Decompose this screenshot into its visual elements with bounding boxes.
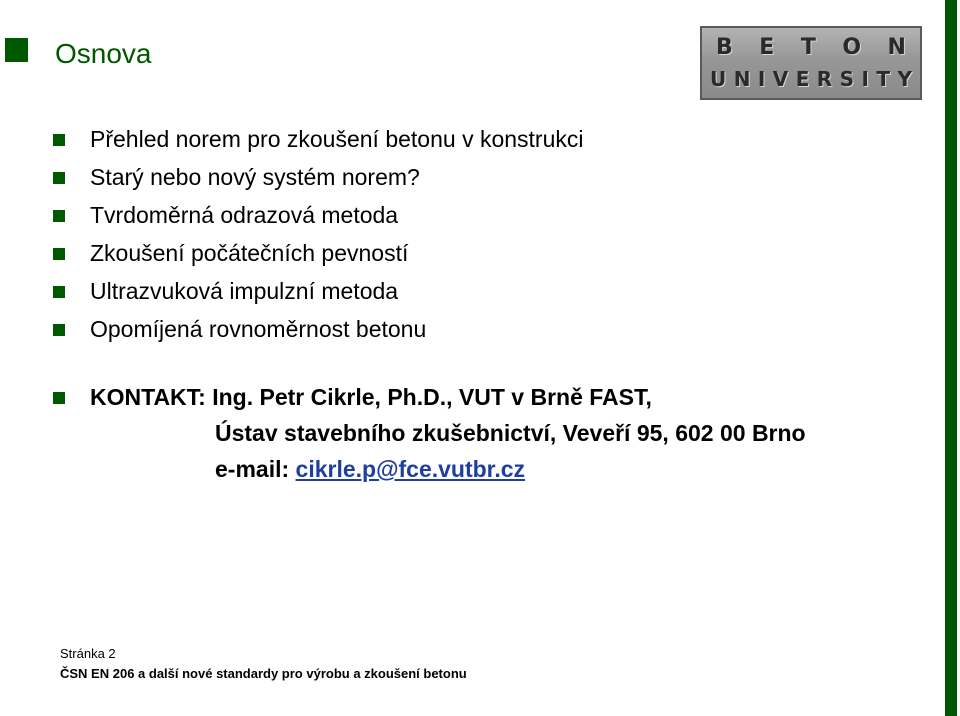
square-bullet-icon — [53, 392, 65, 404]
logo-letter: I — [861, 67, 869, 91]
list-item-text: Přehled norem pro zkoušení betonu v konstrukci — [90, 126, 584, 152]
contact-line-3 — [53, 452, 806, 488]
logo-letter: T — [800, 35, 816, 60]
list-item-text: Tvrdoměrná odrazová metoda — [90, 202, 399, 228]
logo-line-1 — [710, 35, 912, 60]
title-square-icon — [5, 38, 28, 62]
list-item — [53, 274, 584, 312]
logo-letter: R — [816, 67, 833, 91]
right-accent-bar — [945, 0, 957, 716]
list-item-text: Zkoušení počátečních pevností — [90, 240, 409, 266]
list-item-text: Starý nebo nový systém norem? — [90, 164, 420, 190]
square-bullet-icon — [53, 134, 65, 146]
square-bullet-icon — [53, 286, 65, 298]
logo-letter: I — [757, 67, 766, 91]
square-bullet-icon — [53, 210, 65, 222]
list-item — [53, 198, 584, 236]
list-item — [53, 312, 584, 350]
footer — [60, 644, 467, 684]
logo-letter: B — [716, 35, 733, 60]
square-bullet-icon — [53, 324, 65, 336]
logo-letter: N — [887, 35, 906, 60]
logo-letter: U — [710, 67, 727, 91]
logo-letter: N — [733, 67, 751, 91]
logo-letter: V — [772, 67, 789, 91]
square-bullet-icon — [53, 248, 65, 260]
beton-university-logo — [700, 26, 922, 100]
page-number: Stránka 2 — [60, 646, 116, 661]
logo-letter: T — [876, 67, 891, 91]
logo-line-2 — [710, 67, 912, 91]
list-item-text: Ultrazvuková impulzní metoda — [90, 278, 399, 304]
logo-letter: O — [842, 35, 862, 60]
list-item — [53, 236, 584, 274]
email-link[interactable]: cikrle.p@fce.vutbr.cz — [295, 456, 526, 482]
footer-title: ČSN EN 206 a další nové standardy pro výrobu a zkoušení betonu — [60, 666, 467, 681]
contact-address-text: Ústav stavebního zkušebnictví, Veveří 95, 602 00 Brno — [215, 420, 806, 446]
contact-name-text: KONTAKT: Ing. Petr Cikrle, Ph.D., VUT v Brně FAST, — [90, 384, 652, 410]
logo-letter: E — [795, 67, 810, 91]
page-title: Osnova — [55, 38, 152, 69]
logo-letter: Y — [897, 67, 912, 91]
list-item-text: Opomíjená rovnoměrnost betonu — [90, 316, 427, 342]
list-item — [53, 122, 584, 160]
email-label: e-mail: — [215, 456, 296, 482]
logo-letter: S — [839, 67, 855, 91]
contact-block — [53, 380, 806, 488]
logo-letter: E — [759, 35, 775, 60]
outline-list — [53, 122, 584, 350]
contact-line-2 — [53, 416, 806, 452]
list-item — [53, 160, 584, 198]
square-bullet-icon — [53, 172, 65, 184]
contact-line-1 — [53, 380, 806, 416]
